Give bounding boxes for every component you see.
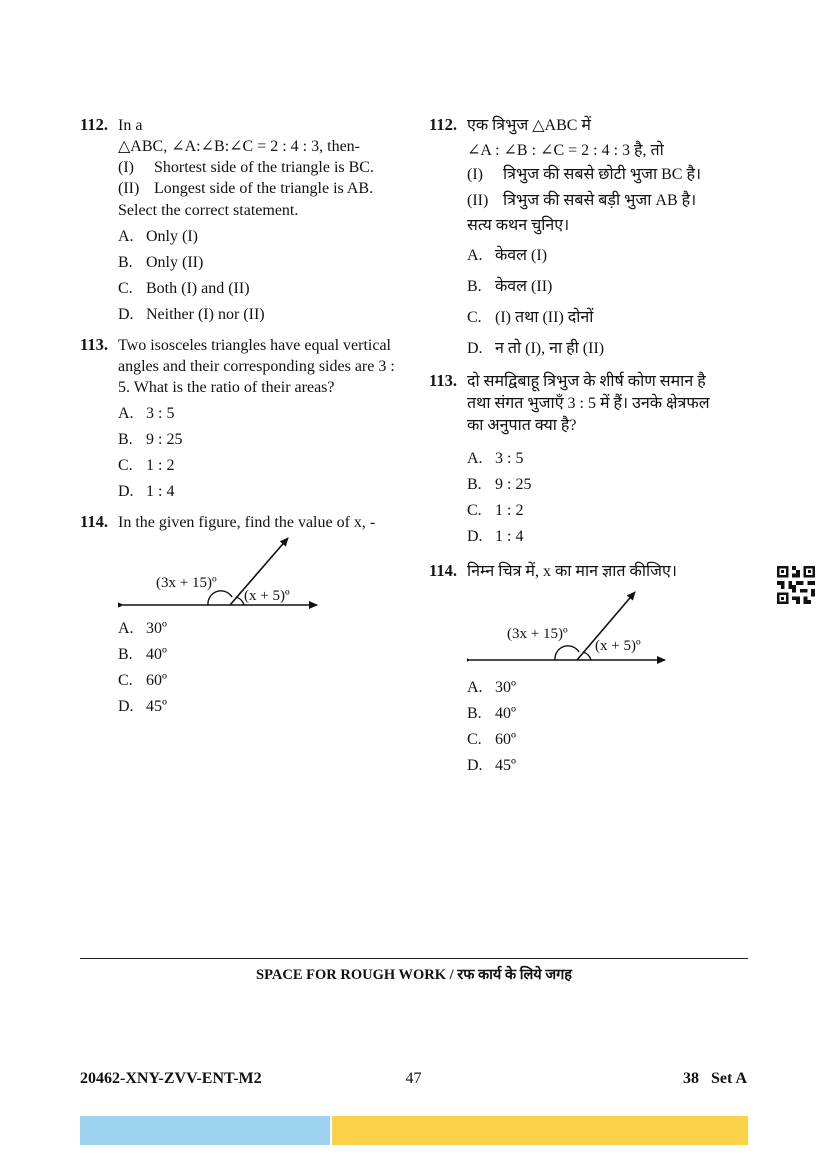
option-c[interactable]: [467, 501, 729, 521]
statement-text: त्रिभुज की सबसे छोटी भुजा BC है।: [503, 166, 702, 183]
option-d[interactable]: [118, 697, 402, 717]
option-text: 30º: [495, 679, 516, 696]
question-113-en: [80, 335, 402, 502]
option-c[interactable]: [467, 730, 729, 750]
option-c[interactable]: [118, 671, 402, 691]
angle-label-right: (x + 5)º: [244, 588, 290, 604]
option-d[interactable]: [467, 756, 729, 776]
option-a[interactable]: [467, 449, 729, 469]
option-a[interactable]: [118, 619, 402, 639]
question-instruction: Select the correct statement.: [118, 202, 299, 219]
option-text: 1 : 2: [495, 502, 524, 519]
question-text: In a: [118, 117, 143, 134]
option-text: 1 : 4: [495, 528, 524, 545]
option-letter: A.: [118, 228, 134, 245]
option-letter: D.: [467, 757, 483, 774]
option-letter: D.: [467, 340, 483, 357]
statement-text: Longest side of the triangle is AB.: [154, 180, 374, 197]
question-114-hi: [429, 561, 729, 776]
question-number: 113.: [429, 371, 457, 390]
option-text: Only (II): [146, 254, 204, 271]
option-text: 60º: [146, 672, 167, 689]
question-text: Two isosceles triangles have equal vertical angles and their corresponding sides are 3 : 5. What is the ratio of their areas?: [118, 337, 395, 396]
statement-2: [467, 191, 729, 211]
statement-numeral: (I): [118, 159, 134, 176]
option-b[interactable]: [118, 645, 402, 665]
angle-figure: [118, 533, 402, 615]
option-d[interactable]: [467, 527, 729, 547]
angle-arc-right: [583, 652, 591, 660]
option-letter: B.: [467, 278, 482, 295]
option-text: केवल (I): [495, 247, 548, 264]
option-text: 30º: [146, 620, 167, 637]
option-text: 3 : 5: [146, 405, 175, 422]
english-column: [80, 115, 402, 717]
option-b[interactable]: [467, 704, 729, 724]
question-112-en: [80, 115, 402, 325]
set-label: 38 Set A: [683, 1070, 747, 1087]
option-letter: D.: [118, 698, 134, 715]
option-letter: C.: [467, 731, 482, 748]
option-letter: D.: [467, 528, 483, 545]
option-letter: B.: [118, 646, 133, 663]
question-number: 112.: [80, 115, 108, 134]
option-letter: C.: [118, 457, 133, 474]
question-text: ∠A : ∠B : ∠C = 2 : 4 : 3 है, तो: [467, 142, 664, 159]
statement-numeral: (I): [467, 166, 483, 183]
option-text: 45º: [495, 757, 516, 774]
angle-arc-left: [208, 591, 232, 605]
option-text: (I) तथा (II) दोनों: [495, 309, 594, 326]
option-letter: C.: [467, 502, 482, 519]
question-114-en: [80, 512, 402, 717]
option-b[interactable]: [467, 277, 729, 297]
option-letter: C.: [118, 280, 133, 297]
question-number: 114.: [429, 561, 457, 580]
option-text: Only (I): [146, 228, 198, 245]
statement-numeral: (II): [467, 192, 489, 209]
question-number: 113.: [80, 335, 108, 354]
question-text: In the given figure, find the value of x, -: [118, 514, 376, 531]
option-text: 40º: [495, 705, 516, 722]
option-text: 40º: [146, 646, 167, 663]
question-text: △ABC, ∠A:∠B:∠C = 2 : 4 : 3, then-: [118, 138, 360, 155]
option-b[interactable]: [467, 475, 729, 495]
option-text: 60º: [495, 731, 516, 748]
option-letter: A.: [467, 679, 483, 696]
angle-arc-left: [555, 646, 579, 660]
option-a[interactable]: [118, 227, 402, 247]
option-b[interactable]: [118, 430, 402, 450]
angle-arc-right: [236, 597, 244, 605]
angle-label-left: (3x + 15)º: [156, 575, 217, 591]
footer-bar-left: [80, 1116, 330, 1145]
rough-work-divider: [80, 958, 748, 959]
option-text: 3 : 5: [495, 450, 524, 467]
angle-label-left: (3x + 15)º: [507, 626, 568, 642]
option-d[interactable]: [467, 339, 729, 359]
statement-1: [118, 158, 402, 178]
question-text: निम्न चित्र में, x का मान ज्ञात कीजिए।: [467, 563, 677, 580]
option-text: केवल (II): [495, 278, 553, 295]
option-a[interactable]: [467, 246, 729, 266]
option-letter: A.: [467, 450, 483, 467]
statement-text: Shortest side of the triangle is BC.: [154, 159, 374, 176]
question-113-hi: [429, 371, 729, 547]
statement-text: त्रिभुज की सबसे बड़ी भुजा AB है।: [503, 192, 697, 209]
angle-diagram: [467, 582, 717, 674]
option-letter: A.: [467, 247, 483, 264]
option-letter: D.: [118, 306, 134, 323]
angle-figure: [467, 582, 729, 674]
option-c[interactable]: [118, 279, 402, 299]
option-c[interactable]: [118, 456, 402, 476]
option-d[interactable]: [118, 305, 402, 325]
question-text: एक त्रिभुज △ABC में: [467, 117, 592, 134]
option-text: Both (I) and (II): [146, 280, 250, 297]
statement-1: [467, 165, 729, 185]
qr-code-icon: [777, 566, 815, 604]
paper-code: 20462-XNY-ZVV-ENT-M2: [80, 1070, 262, 1087]
option-b[interactable]: [118, 253, 402, 273]
page-number: 47: [405, 1070, 422, 1087]
statement-2: [118, 179, 402, 199]
question-instruction: सत्य कथन चुनिए।: [467, 217, 570, 234]
option-d[interactable]: [118, 482, 402, 502]
option-c[interactable]: [467, 308, 729, 328]
question-text: दो समद्विबाहू त्रिभुज के शीर्ष कोण समान है तथा संगत भुजाएँ 3 : 5 में हैं। उनके क्षेत्रफल का अनुपात क्या है?: [467, 373, 710, 434]
question-number: 112.: [429, 115, 457, 134]
option-letter: B.: [467, 476, 482, 493]
question-112-hi: [429, 115, 729, 359]
option-letter: A.: [118, 620, 134, 637]
footer-bar-right: [332, 1116, 748, 1145]
hindi-column: [429, 115, 729, 776]
rough-work-label: SPACE FOR ROUGH WORK / रफ कार्य के लिये जगह: [256, 967, 572, 983]
question-number: 114.: [80, 512, 108, 531]
option-text: न तो (I), ना ही (II): [495, 340, 605, 357]
option-text: Neither (I) nor (II): [146, 306, 265, 323]
option-a[interactable]: [118, 404, 402, 424]
option-letter: C.: [467, 309, 482, 326]
option-text: 9 : 25: [146, 431, 183, 448]
option-a[interactable]: [467, 678, 729, 698]
option-letter: C.: [118, 672, 133, 689]
statement-numeral: (II): [118, 180, 140, 197]
angle-label-right: (x + 5)º: [595, 638, 641, 654]
option-text: 1 : 4: [146, 483, 175, 500]
option-text: 45º: [146, 698, 167, 715]
option-letter: B.: [118, 431, 133, 448]
option-letter: B.: [118, 254, 133, 271]
angle-diagram: [118, 533, 368, 615]
option-text: 9 : 25: [495, 476, 532, 493]
option-letter: B.: [467, 705, 482, 722]
option-text: 1 : 2: [146, 457, 175, 474]
option-letter: A.: [118, 405, 134, 422]
option-letter: D.: [118, 483, 134, 500]
